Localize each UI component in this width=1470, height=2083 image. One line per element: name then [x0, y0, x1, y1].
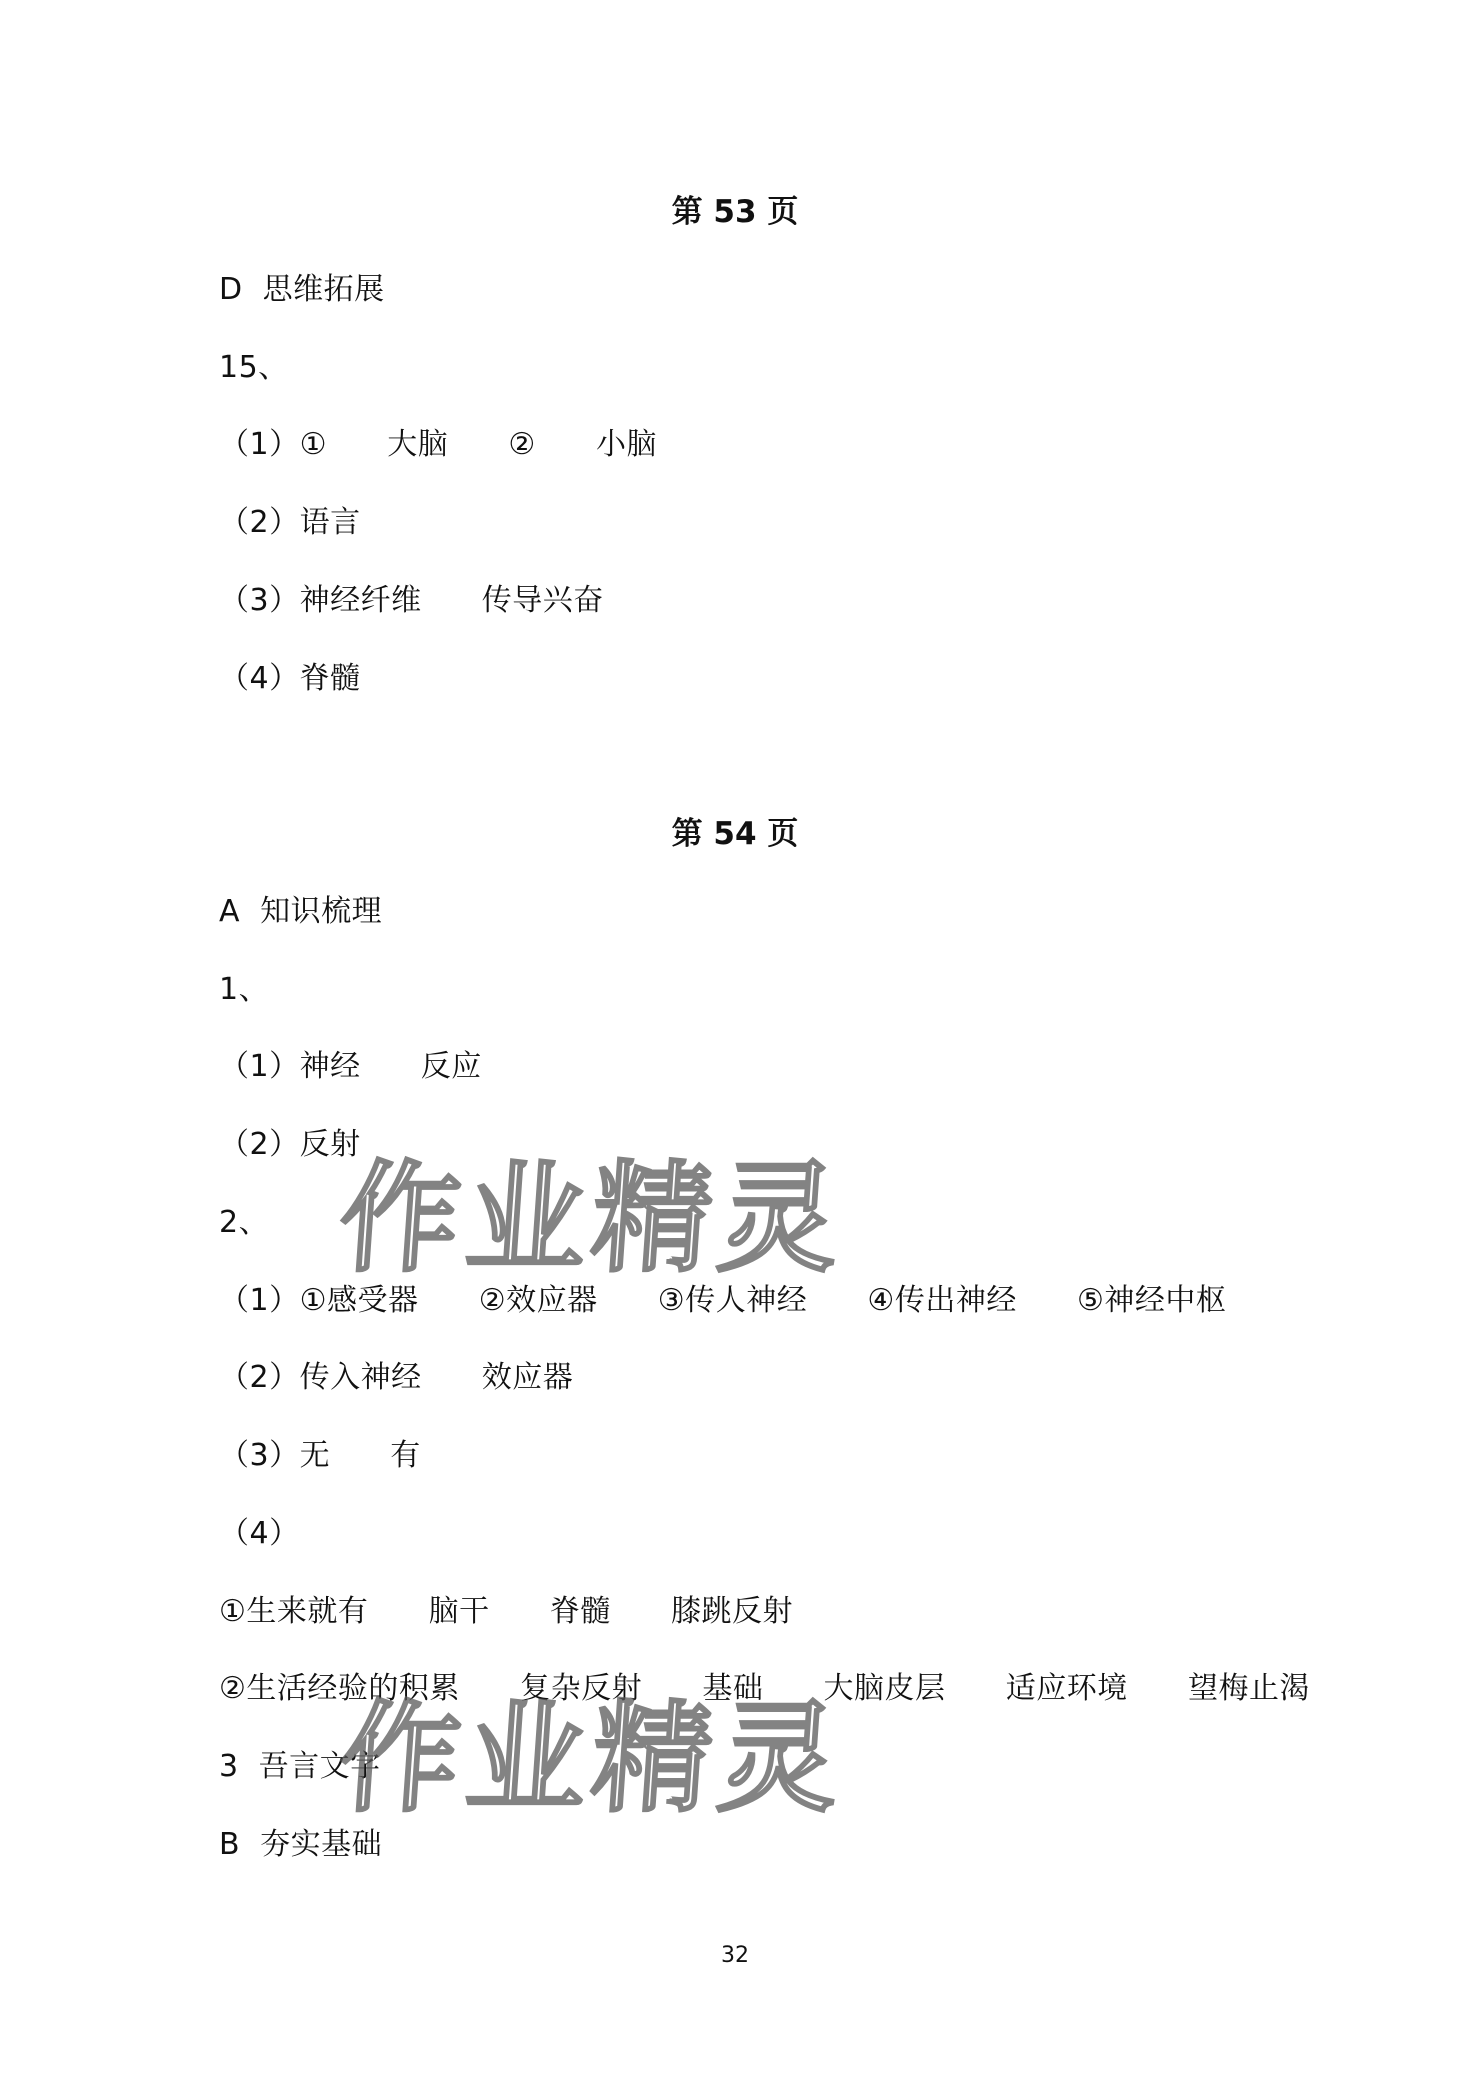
answer-line: （3）神经纤维 传导兴奋: [219, 583, 604, 618]
answer-line: （3）无 有: [219, 1438, 421, 1473]
watermark: 作业精灵: [335, 1690, 849, 1829]
answer-line: D 思维拓展: [219, 272, 385, 307]
page-53-heading: 第 53 页: [671, 194, 799, 230]
page-54-heading: 第 54 页: [671, 816, 799, 852]
answer-line: （1）① 大脑 ② 小脑: [219, 427, 658, 462]
answer-line: ①生来就有 脑干 脊髓 膝跳反射: [219, 1594, 794, 1629]
answer-line: ②生活经验的积累 复杂反射 基础 大脑皮层 适应环境 望梅止渴: [219, 1671, 1310, 1706]
answer-line: （1）神经 反应: [219, 1049, 482, 1084]
answer-line: （1）①感受器 ②效应器 ③传人神经 ④传出神经 ⑤神经中枢: [219, 1283, 1227, 1318]
answer-line: （2）语言: [219, 505, 361, 540]
answer-line: 15、: [219, 350, 289, 385]
answer-line: （2）反射: [219, 1127, 361, 1162]
watermark: 作业精灵: [335, 1150, 849, 1289]
answer-line: （2）传入神经 效应器: [219, 1360, 574, 1395]
answer-line: 2、: [219, 1205, 270, 1240]
answer-line: （4）: [219, 1516, 300, 1551]
answer-line: 1、: [219, 972, 270, 1007]
page-number: 32: [721, 1943, 749, 1968]
answer-line: （4）脊髓: [219, 661, 361, 696]
answer-line: 3 吾言文字: [219, 1749, 381, 1784]
answer-line: B 夯实基础: [219, 1827, 383, 1862]
answer-line: A 知识梳理: [219, 894, 383, 929]
